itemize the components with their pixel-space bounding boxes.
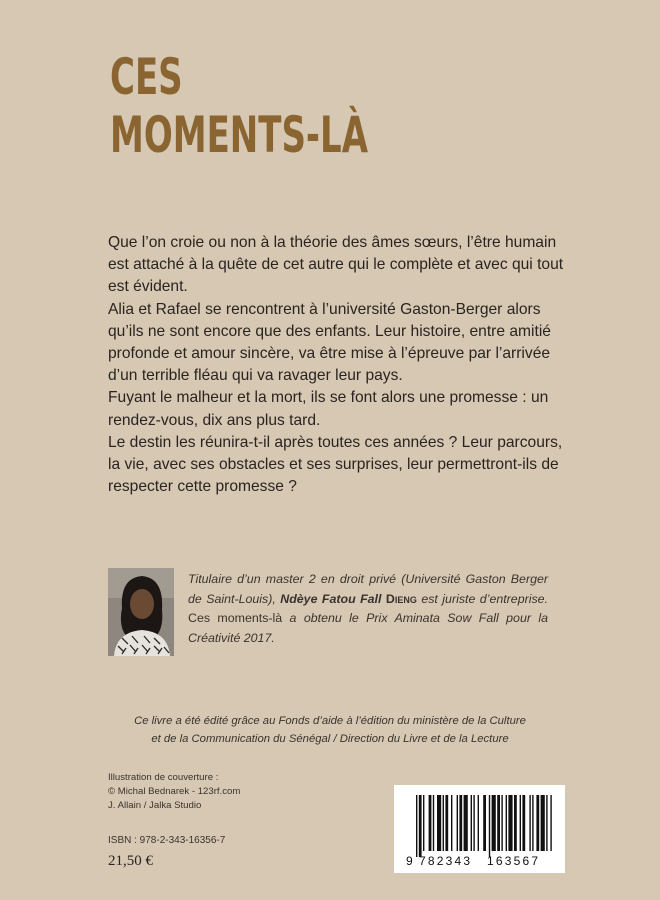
barcode-bar [459,795,462,851]
barcode-bar [445,795,448,851]
bio-book-reference: Ces moments-là [188,611,283,626]
barcode-bar [520,795,521,851]
barcode-bar [492,795,496,851]
barcode-group-right: 163567 [487,854,541,868]
author-name: Ndèye Fatou Fall [280,591,382,606]
barcode-bar [433,795,434,851]
author-portrait-image [108,568,174,656]
barcode-bar [429,795,432,851]
barcode-bar [489,795,490,857]
book-title [110,48,368,164]
price: 21,50 € [108,853,153,869]
author-photo [108,568,174,656]
barcode-graphic [394,785,565,873]
author-bio [188,570,548,648]
bio-part-3: a obtenu le Prix Aminata Sow Fall pour la Créativité 2017. [188,611,548,645]
bio-part-2: est juriste d’entreprise. [416,591,548,606]
barcode-bars [416,795,552,857]
barcode-bar [532,795,533,851]
blurb-paragraph-4: Le destin les réunira-t-il après toutes ces années ? Leur parcours, la vie, avec ses obstacles et ses surprises, leur permettront-ils de respecter cette promesse ? [108,433,563,496]
isbn-number: ISBN : 978-2-343-16356-7 [108,835,226,846]
barcode-bar [514,795,517,851]
blurb-paragraph-1: Que l’on croie ou non à la théorie des âmes sœurs, l’être humain est attaché à la quête de cet autre qui le complète et avec qui tout est évident. [108,234,564,296]
barcode-bar [471,795,472,851]
barcode-bar [522,795,525,851]
credits-line-1: Illustration de couverture : [108,772,219,783]
barcode-bar [457,795,458,851]
barcode-group-left: 782343 [419,854,473,868]
title-line-1: CES [110,48,183,106]
barcode-bar [501,795,502,851]
barcode-bar [419,795,422,857]
blurb-paragraph-3: Fuyant le malheur et la mort, ils se font alors une promesse : un rendez-vous, dix ans plus tard. [108,389,549,429]
cover-credits [108,771,240,812]
barcode-bar [464,795,468,851]
credits-line-3: J. Allain / Jalka Studio [108,799,202,811]
funding-line-2: et de la Communication du Sénégal / Direction du Livre et de la Lecture [151,733,509,745]
barcode-bar [536,795,539,851]
bio-part-1: Titulaire d’un master 2 en droit privé (Université Gaston Berger de Saint-Louis), [188,572,548,606]
barcode-bar [506,795,507,851]
blurb-paragraph-2: Alia et Rafael se rencontrent à l’université Gaston-Berger alors qu’ils ne sont encore que des enfants. Leur histoire, entre amitié profonde et amour sincère, va être mise à l’épreuve par l’arrivée d’un terrible fléau qui va ravager leur pays. [108,300,551,385]
barcode-bar [451,795,452,851]
barcode-bar [473,795,474,851]
barcode [394,785,565,873]
title-line-2: MOMENTS-LÀ [110,106,369,164]
barcode-bar [497,795,500,851]
funding-line-1: Ce livre a été édité grâce au Fonds d’aide à l’édition du ministère de la Culture [134,715,526,727]
barcode-bar [483,795,486,851]
barcode-bar [478,795,479,851]
barcode-bar [529,795,530,851]
barcode-bar [550,795,551,851]
blurb-text [108,232,568,498]
funding-notice [60,712,600,748]
barcode-bar [541,795,545,851]
barcode-bar [437,795,441,851]
barcode-bar [443,795,444,851]
barcode-digit-first: 9 [406,854,413,868]
barcode-bar [423,795,424,851]
credits-line-2: © Michal Bednarek - 123rf.com [108,785,241,797]
barcode-bar [416,795,417,857]
barcode-bar [508,795,512,851]
barcode-bar [546,795,547,851]
author-surname: Dieng [385,591,417,606]
